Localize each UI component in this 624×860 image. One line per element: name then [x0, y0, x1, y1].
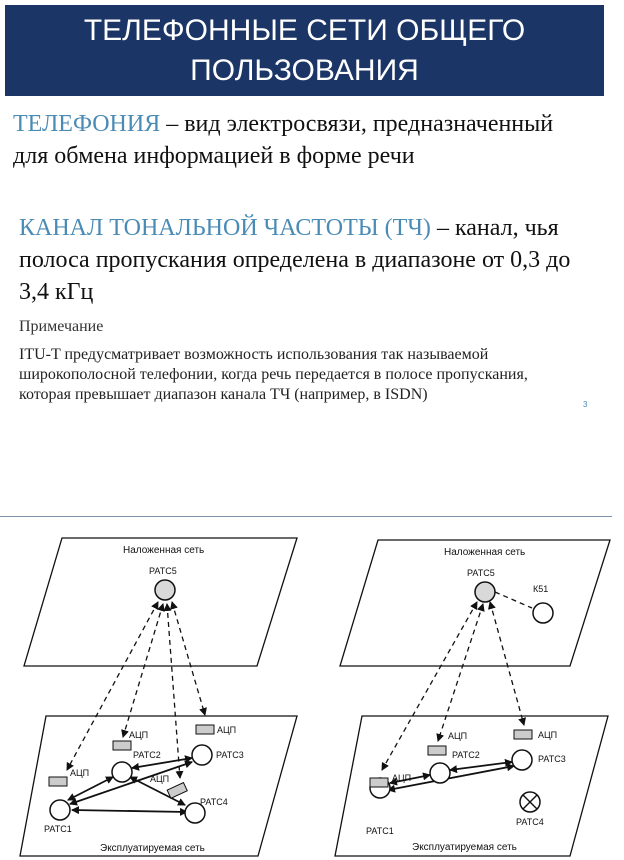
label-patc5-right: РАТС5: [467, 568, 495, 578]
label-patc3-right: РАТС3: [538, 754, 566, 764]
page-number: 3: [583, 400, 588, 409]
overlay-plane-left: [24, 538, 297, 666]
node-patc1-left: [50, 800, 70, 820]
overlay-label-right: Наложенная сеть: [444, 547, 526, 558]
adc-label-4-left: АЦП: [150, 774, 170, 784]
operated-label-left: Эксплуатируемая сеть: [100, 843, 205, 854]
overlay-plane-right: [340, 540, 610, 666]
operated-label-right: Эксплуатируемая сеть: [412, 842, 517, 853]
adc-label-3-left: АЦП: [217, 725, 237, 735]
adc-box-1-right: [370, 778, 388, 787]
term-voice-channel: КАНАЛ ТОНАЛЬНОЙ ЧАСТОТЫ (ТЧ): [19, 215, 431, 241]
label-k51: К51: [533, 584, 549, 594]
title-line-2: ПОЛЬЗОВАНИЯ: [190, 54, 419, 87]
note-title: Примечание: [19, 318, 104, 335]
definition-telephony-text: – вид электросвязи, предназначенный для обмена информацией в форме речи: [13, 111, 554, 169]
node-patc3-left: [192, 745, 212, 765]
overlay-label-left: Наложенная сеть: [123, 545, 205, 556]
adc-box-2-right: [428, 746, 446, 755]
definition-telephony: [13, 108, 573, 172]
label-patc1-left: РАТС1: [44, 824, 72, 834]
adc-box-1-left: [49, 777, 67, 786]
diagram-right: [335, 540, 610, 856]
label-patc1-right: РАТС1: [366, 826, 394, 836]
adc-box-2-left: [113, 741, 131, 750]
node-patc2-left: [112, 762, 132, 782]
label-patc4-right: РАТС4: [516, 817, 544, 827]
label-patc2-right: РАТС2: [452, 750, 480, 760]
node-patc2-right: [430, 763, 450, 783]
adc-box-3-left: [196, 725, 214, 734]
node-patc5-left: [155, 580, 175, 600]
node-k51: [533, 603, 553, 623]
adc-label-2-right: АЦП: [448, 731, 468, 741]
note-text: ITU-T предусматривает возможность использования так называемой широкополосной телефонии, когда речь передается в полосе пропускания, которая превышает диапазон канала ТЧ (например, в ISDN): [19, 346, 528, 403]
title-line-1: ТЕЛЕФОННЫЕ СЕТИ ОБЩЕГО: [83, 14, 526, 47]
network-diagram: [0, 520, 624, 860]
term-telephony: ТЕЛЕФОНИЯ: [13, 111, 161, 137]
label-patc5-left: РАТС5: [149, 566, 177, 576]
adc-label-3-right: АЦП: [538, 730, 558, 740]
definition-voice-channel-text: – канал, чья полоса пропускания определена в диапазоне от 0,3 до 3,4 кГц: [19, 215, 571, 305]
label-patc2-left: РАТС2: [133, 750, 161, 760]
label-patc3-left: РАТС3: [216, 750, 244, 760]
definition-voice-channel: [19, 212, 589, 308]
node-patc3-right: [512, 750, 532, 770]
adc-label-1-left: АЦП: [70, 768, 90, 778]
adc-box-3-right: [514, 730, 532, 739]
diagram-left: [20, 538, 297, 856]
slide-title: [5, 5, 604, 96]
adc-label-1-right: АЦП: [392, 773, 412, 783]
divider: [0, 516, 612, 517]
label-patc4-left: РАТС4: [200, 797, 228, 807]
adc-label-2-left: АЦП: [129, 730, 149, 740]
node-patc5-right: [475, 582, 495, 602]
